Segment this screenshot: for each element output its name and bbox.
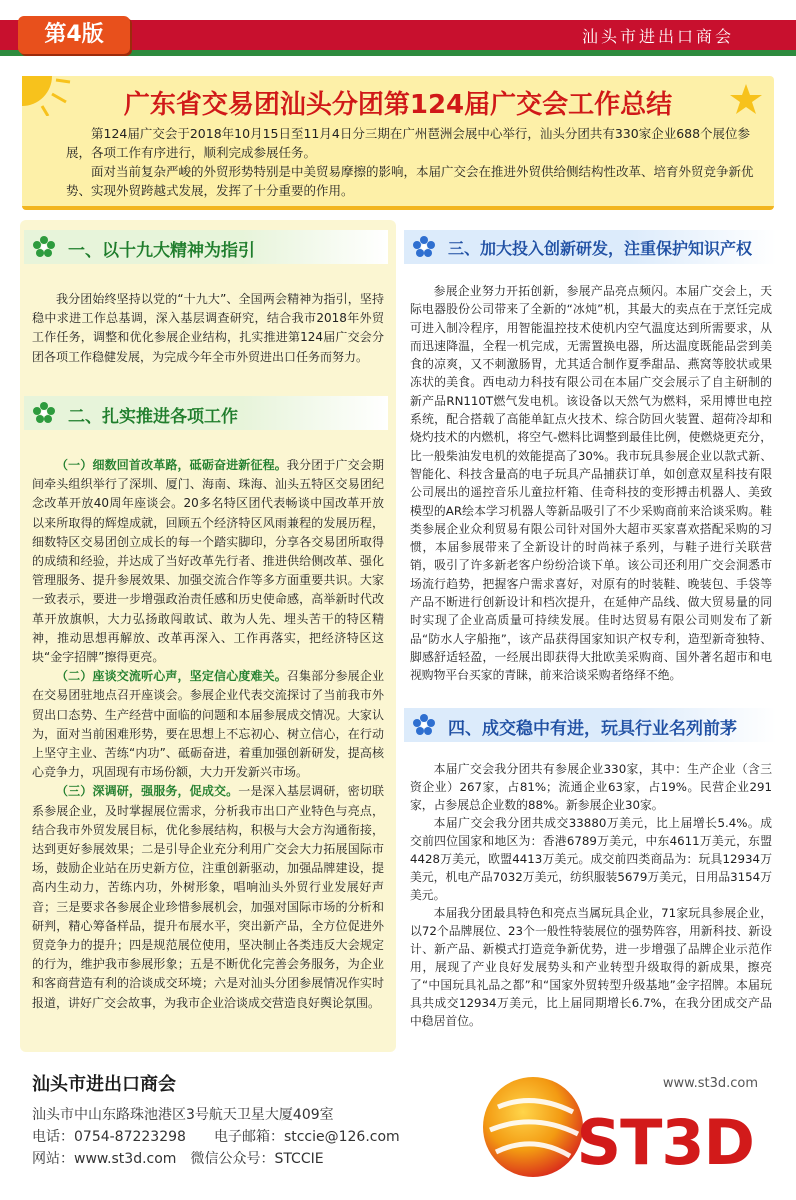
- header-org-name: 汕头市进出口商会: [581, 27, 734, 46]
- section-2-text-3: 一是深入基层调研，密切联系参展企业，及时掌握展位需求，分析我市出口产业特色与亮点，结合我市外贸发展目标，优化参展结构，积极与大会方沟通衔接，达到更好参展效果；二是引导企业充分利用广交会大力拓展国际市场，鼓励企业站在历史新方位，注重创新驱动，加强品牌建设，提高内生动力，苦练内功，外树形象，唱响汕头外贸行业发展好声音；三是要求各参展企业珍惜参展机会，加强对国际市场的分析和研判，精心筹备样品，提升布展水平，突出新产品，全方位促进外贸竞争力的提升；四是规范展位使用，坚决制止各类违反大会规定的行为，维护我市参展形象；五是不断优化完善会务服务，为企业和客商营造有利的洽谈成交环境；六是对汕头分团参展情况作实时报道，讲好广交会故事，为我市企业洽谈成交营造良好舆论氛围。: [32, 784, 384, 1010]
- flower-icon: [412, 713, 436, 737]
- section-4-paragraph-2: 本届广交会我分团共成交33880万美元，比上届增长5.4%。成交前四位国家和地区为：香港6789万美元，中东4611万美元，东盟4428万美元，欧盟4413万美元。成交前四类商品为：玩具12934万美元，机电产品7032万美元，纺织服装5679万美元，日用品3154万美元。: [410, 816, 772, 902]
- section-1-title: 一、以十九大精神为指引: [68, 241, 255, 261]
- page-header: [0, 0, 796, 70]
- section-1-header: [24, 230, 388, 264]
- intro-paragraph: 第124届广交会于2018年10月15日至11月4日分三期在广州琶洲会展中心举行，汕头分团共有330家企业688个展位参展，各项工作有序进行，顺利完成参展任务。: [66, 126, 751, 160]
- section-2-header: [24, 396, 388, 430]
- section-3-paragraph: 参展企业努力开拓创新，参展产品亮点频闪。本届广交会上，天际电器股份公司带来了全新的“冰炖”机，其最大的卖点在于烹饪完成可进入制冷程序，用智能温控技术使机内空气温度达到所需要求，从而迅速降温，全程一机完成，无需置换电器，所达温度既能品尝到美食的凉爽，又不刺激肠胃，尤其适合制作夏季甜品、燕窝等胶状或果冻状的美食。西电动力科技有限公司在本届广交会展示了自主研制的新产品RN110T燃气发电机。该设备以天然气为燃料，采用博世电控系统，配合搭载了高能单缸点火技术、综合防回火装置、超荷冷却和烧灼技术的内燃机，将空气-燃料比调整到最佳比例，使燃烧更充分，比一般柴油发电机的效能提高了30%。我市玩具参展企业以款式新、智能化、科技含量高的电子玩具产品捕获订单，如创意双星科技有限公司展出的遥控音乐儿童拉杆箱、佳奇科技的变形搏击机器人、美致模型的AR绘本学习机器人等新品吸引了不少采购商前来洽谈采购。鞋类参展企业众利贸易有限公司针对国外大超市买家喜欢搭配采购的习惯，本届参展带来了全新设计的时尚袜子系列，与鞋子进行关联营销，吸引了许多新老客户纷纷洽谈下单。该公司还利用广交会洞悉市场流行趋势，把握客户需求喜好，对原有的时装鞋、晚装包、手袋等产品不断进行创新设计和档次提升，在延伸产品线、做大贸易量的同时实现了企业高质量可持续发展。佳时达贸易有限公司则发布了新品“防水人字船拖”，该产品获得国家知识产权专利，造型新奇独特、脚感舒适轻盈，一经展出即获得大批欧美采购商、国外著名超市和电视购物平台买家的青睐，前来洽谈采购者络绎不绝。: [410, 284, 772, 683]
- section-3-body: [410, 282, 772, 685]
- section-2-lead-3: （三）深调研，强服务，促成交。: [56, 784, 239, 799]
- flower-icon: [412, 235, 436, 259]
- section-4-header: [404, 708, 776, 742]
- section-4-paragraph-1: 本届广交会我分团共有参展企业330家，其中：生产企业（含三资企业）267家，占81%；流通企业63家，占19%。民营企业291家，占参展总企业数的88%。新参展企业30家。: [410, 762, 772, 812]
- flower-icon: [32, 235, 56, 259]
- right-column: [404, 220, 776, 1052]
- section-2-text-1: 我分团于广交会期间牵头组织举行了深圳、厦门、海南、珠海、汕头五特区交易团纪念改革开放40周年座谈会。20多名特区团代表畅谈中国改革开放以来所取得的辉煌成就，回顾五个经济特区风雨兼程的发展历程，细数特区交易团创立成长的每一个踏实脚印，分享各交易团所取得的成绩和经验，并达成了当好改革先行者、推进供给侧改革、强化管理服务、提升参展效果、加强交流合作等多方面重要共识。大家一致表示，要进一步增强政治责任感和历史使命感，高举新时代改革开放旗帜，大力弘扬敢闯敢试、敢为人先、埋头苦干的特区精神，推动思想再解放、改革再深入、工作再落实，把经济特区这块“金字招牌”擦得更亮。: [32, 458, 384, 665]
- intro-text: [66, 124, 756, 200]
- section-4-title: 四、成交稳中有进，玩具行业名列前茅: [448, 719, 737, 739]
- footer-website: 网站：www.st3d.com 微信公众号：STCCIE: [32, 1151, 324, 1167]
- section-2-title: 二、扎实推进各项工作: [68, 407, 238, 427]
- footer-org-name: 汕头市进出口商会: [32, 1074, 176, 1095]
- section-4-body: [410, 760, 772, 1030]
- section-2-lead-1: （一）细数回首改革路，砥砺奋进新征程。: [56, 458, 287, 472]
- footer-address: 汕头市中山东路珠池港区3号航天卫星大厦409室: [32, 1107, 334, 1123]
- section-2-paragraph-3: [32, 782, 384, 1012]
- logo-url: www.st3d.com: [662, 1076, 758, 1091]
- globe-logo-icon: [478, 1072, 588, 1182]
- edition-badge: 第4版: [18, 16, 130, 54]
- section-1-body: [32, 290, 384, 367]
- page-title: 广东省交易团汕头分团第124届广交会工作总结: [123, 90, 673, 120]
- section-2-paragraph-2: [32, 667, 384, 782]
- section-1-paragraph: 我分团始终坚持以党的“十九大”、全国两会精神为指引，坚持稳中求进工作总基调，深入基层调查研究，结合我市2018年外贸工作任务，调整和优化参展企业结构，扎实推进第124届广交会分团各项工作稳健发展，为完成今年全市外贸进出口任务而努力。: [32, 292, 384, 364]
- section-2-text-2: 召集部分参展企业在交易团驻地点召开座谈会。参展企业代表交流探讨了当前我市外贸出口态势、生产经营中面临的问题和本届参展成交情况。大家认为，面对当前困难形势，要在思想上不忘初心、树立信心，在行动上坚守主业、苦练“内功”、砥砺奋进，着重加强创新研发，提高核心竞争力，巩固现有市场份额，大力开发新兴市场。: [32, 669, 384, 780]
- section-3-header: [404, 230, 776, 264]
- st3d-logo: [478, 1066, 768, 1186]
- footer-contact: 电话：0754-87223298 电子邮箱：stccie@126.com: [32, 1129, 400, 1145]
- section-2-lead-2: （二）座谈交流听心声，坚定信心度难关。: [56, 669, 287, 684]
- left-column: [20, 220, 396, 1052]
- section-3-title: 三、加大投入创新研发，注重保护知识产权: [448, 239, 753, 258]
- section-2-paragraph-1: [32, 456, 384, 667]
- section-2-body: [32, 456, 384, 1013]
- hero-box: [22, 76, 774, 210]
- intro-paragraph: 面对当前复杂严峻的外贸形势特别是中美贸易摩擦的影响，本届广交会在推进外贸供给侧结构性改革、培育外贸竞争新优势、实现外贸跨越式发展，发挥了十分重要的作用。: [66, 164, 754, 198]
- page-footer: [20, 1064, 776, 1194]
- section-4-paragraph-3: 本届我分团最具特色和亮点当属玩具企业，71家玩具参展企业，以72个品牌展位、23个一般性特装展位的强势阵容，用新科技、新设计、新产品、新模式打造竞争新优势，进一步增强了品牌企业示范作用，展现了产业良好发展势头和产业转型升级取得的新成果，擦亮了“中国玩具礼品之都”和“国家外贸转型升级基地”金字招牌。本届玩具共成交12934万美元，比上届同期增长6.7%，在我分团成交产品中稳居首位。: [410, 906, 772, 1028]
- flower-icon: [32, 401, 56, 425]
- logo-wordmark: ST3D: [576, 1106, 754, 1179]
